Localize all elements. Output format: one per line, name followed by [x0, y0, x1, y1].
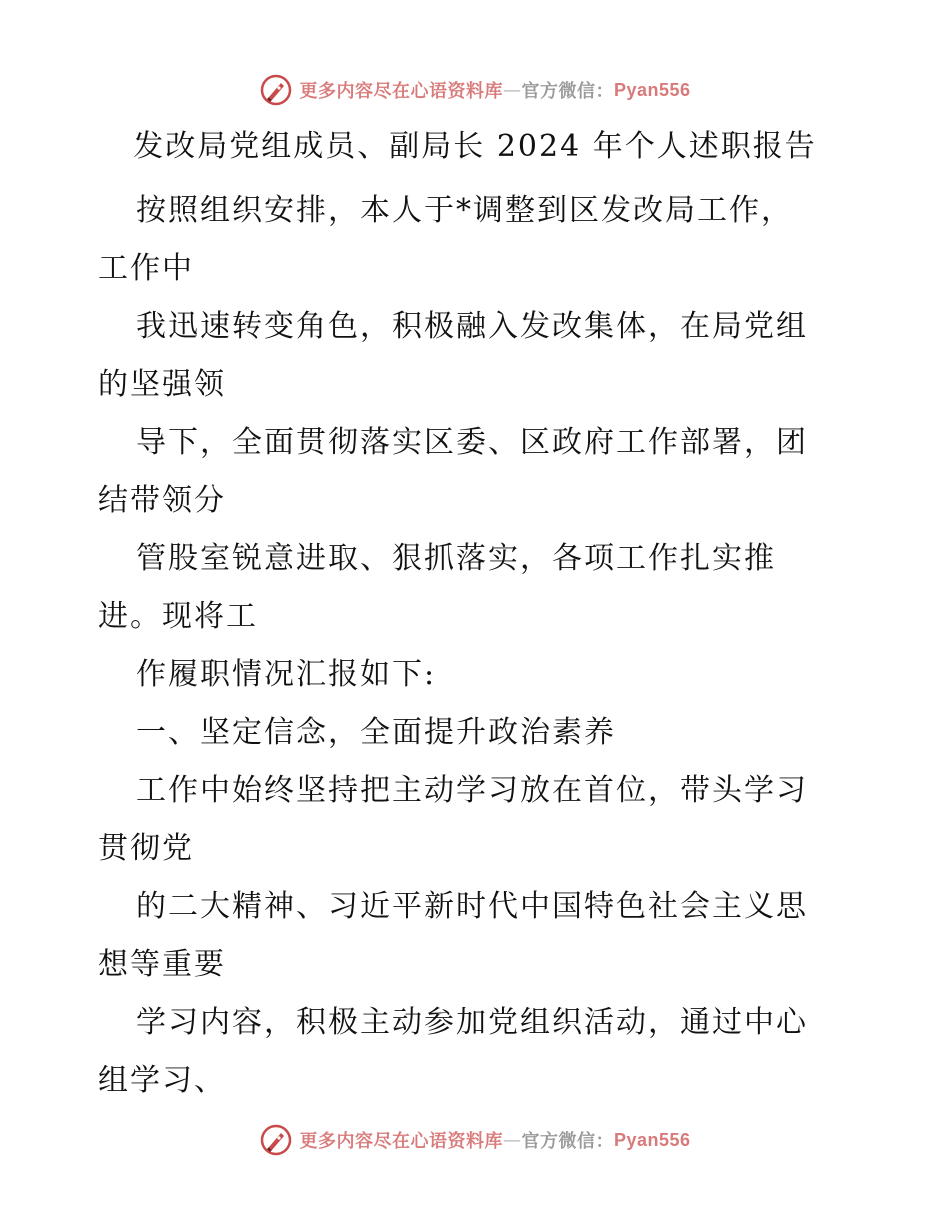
- watermark-banner-top: [0, 70, 950, 110]
- watermark-wechat-label: 官方微信：: [521, 81, 614, 102]
- pen-nib-logo-icon: [259, 1123, 293, 1157]
- watermark-wechat-id: Pyan556: [613, 79, 691, 100]
- body-line: 结带领分: [98, 483, 226, 518]
- section-heading: 一、坚定信念，全面提升政治素养: [136, 715, 616, 750]
- watermark-text: 更多内容尽在心语资料库: [299, 1131, 503, 1152]
- watermark-wechat-label: 官方微信：: [521, 1131, 614, 1152]
- body-line: 管股室锐意进取、狠抓落实，各项工作扎实推: [136, 541, 776, 576]
- body-line: 我迅速转变角色，积极融入发改集体，在局党组: [136, 309, 808, 344]
- watermark-wechat-id: Pyan556: [613, 1129, 691, 1150]
- document-title: 发改局党组成员、副局长 2024 年个人述职报告: [133, 129, 817, 164]
- body-line: 按照组织安排，本人于*调整到区发改局工作，: [136, 193, 793, 228]
- body-line: 工作中: [98, 251, 194, 286]
- watermark-dash: —: [502, 1129, 522, 1151]
- body-line: 进。现将工: [98, 599, 258, 634]
- document-body: [98, 182, 858, 1110]
- watermark-dash: —: [502, 79, 522, 101]
- body-line: 想等重要: [98, 947, 226, 982]
- body-line: 组学习、: [98, 1063, 226, 1098]
- body-line: 作履职情况汇报如下:: [136, 657, 437, 692]
- watermark-banner-bottom: [0, 1120, 950, 1160]
- body-line: 的二大精神、习近平新时代中国特色社会主义思: [136, 889, 808, 924]
- pen-nib-logo-icon: [259, 73, 293, 107]
- body-line: 贯彻党: [98, 831, 194, 866]
- body-line: 导下，全面贯彻落实区委、区政府工作部署，团: [136, 425, 808, 460]
- body-line: 学习内容，积极主动参加党组织活动，通过中心: [136, 1005, 808, 1040]
- body-line: 工作中始终坚持把主动学习放在首位，带头学习: [136, 773, 808, 808]
- body-line: 的坚强领: [98, 367, 226, 402]
- watermark-text: 更多内容尽在心语资料库: [299, 81, 503, 102]
